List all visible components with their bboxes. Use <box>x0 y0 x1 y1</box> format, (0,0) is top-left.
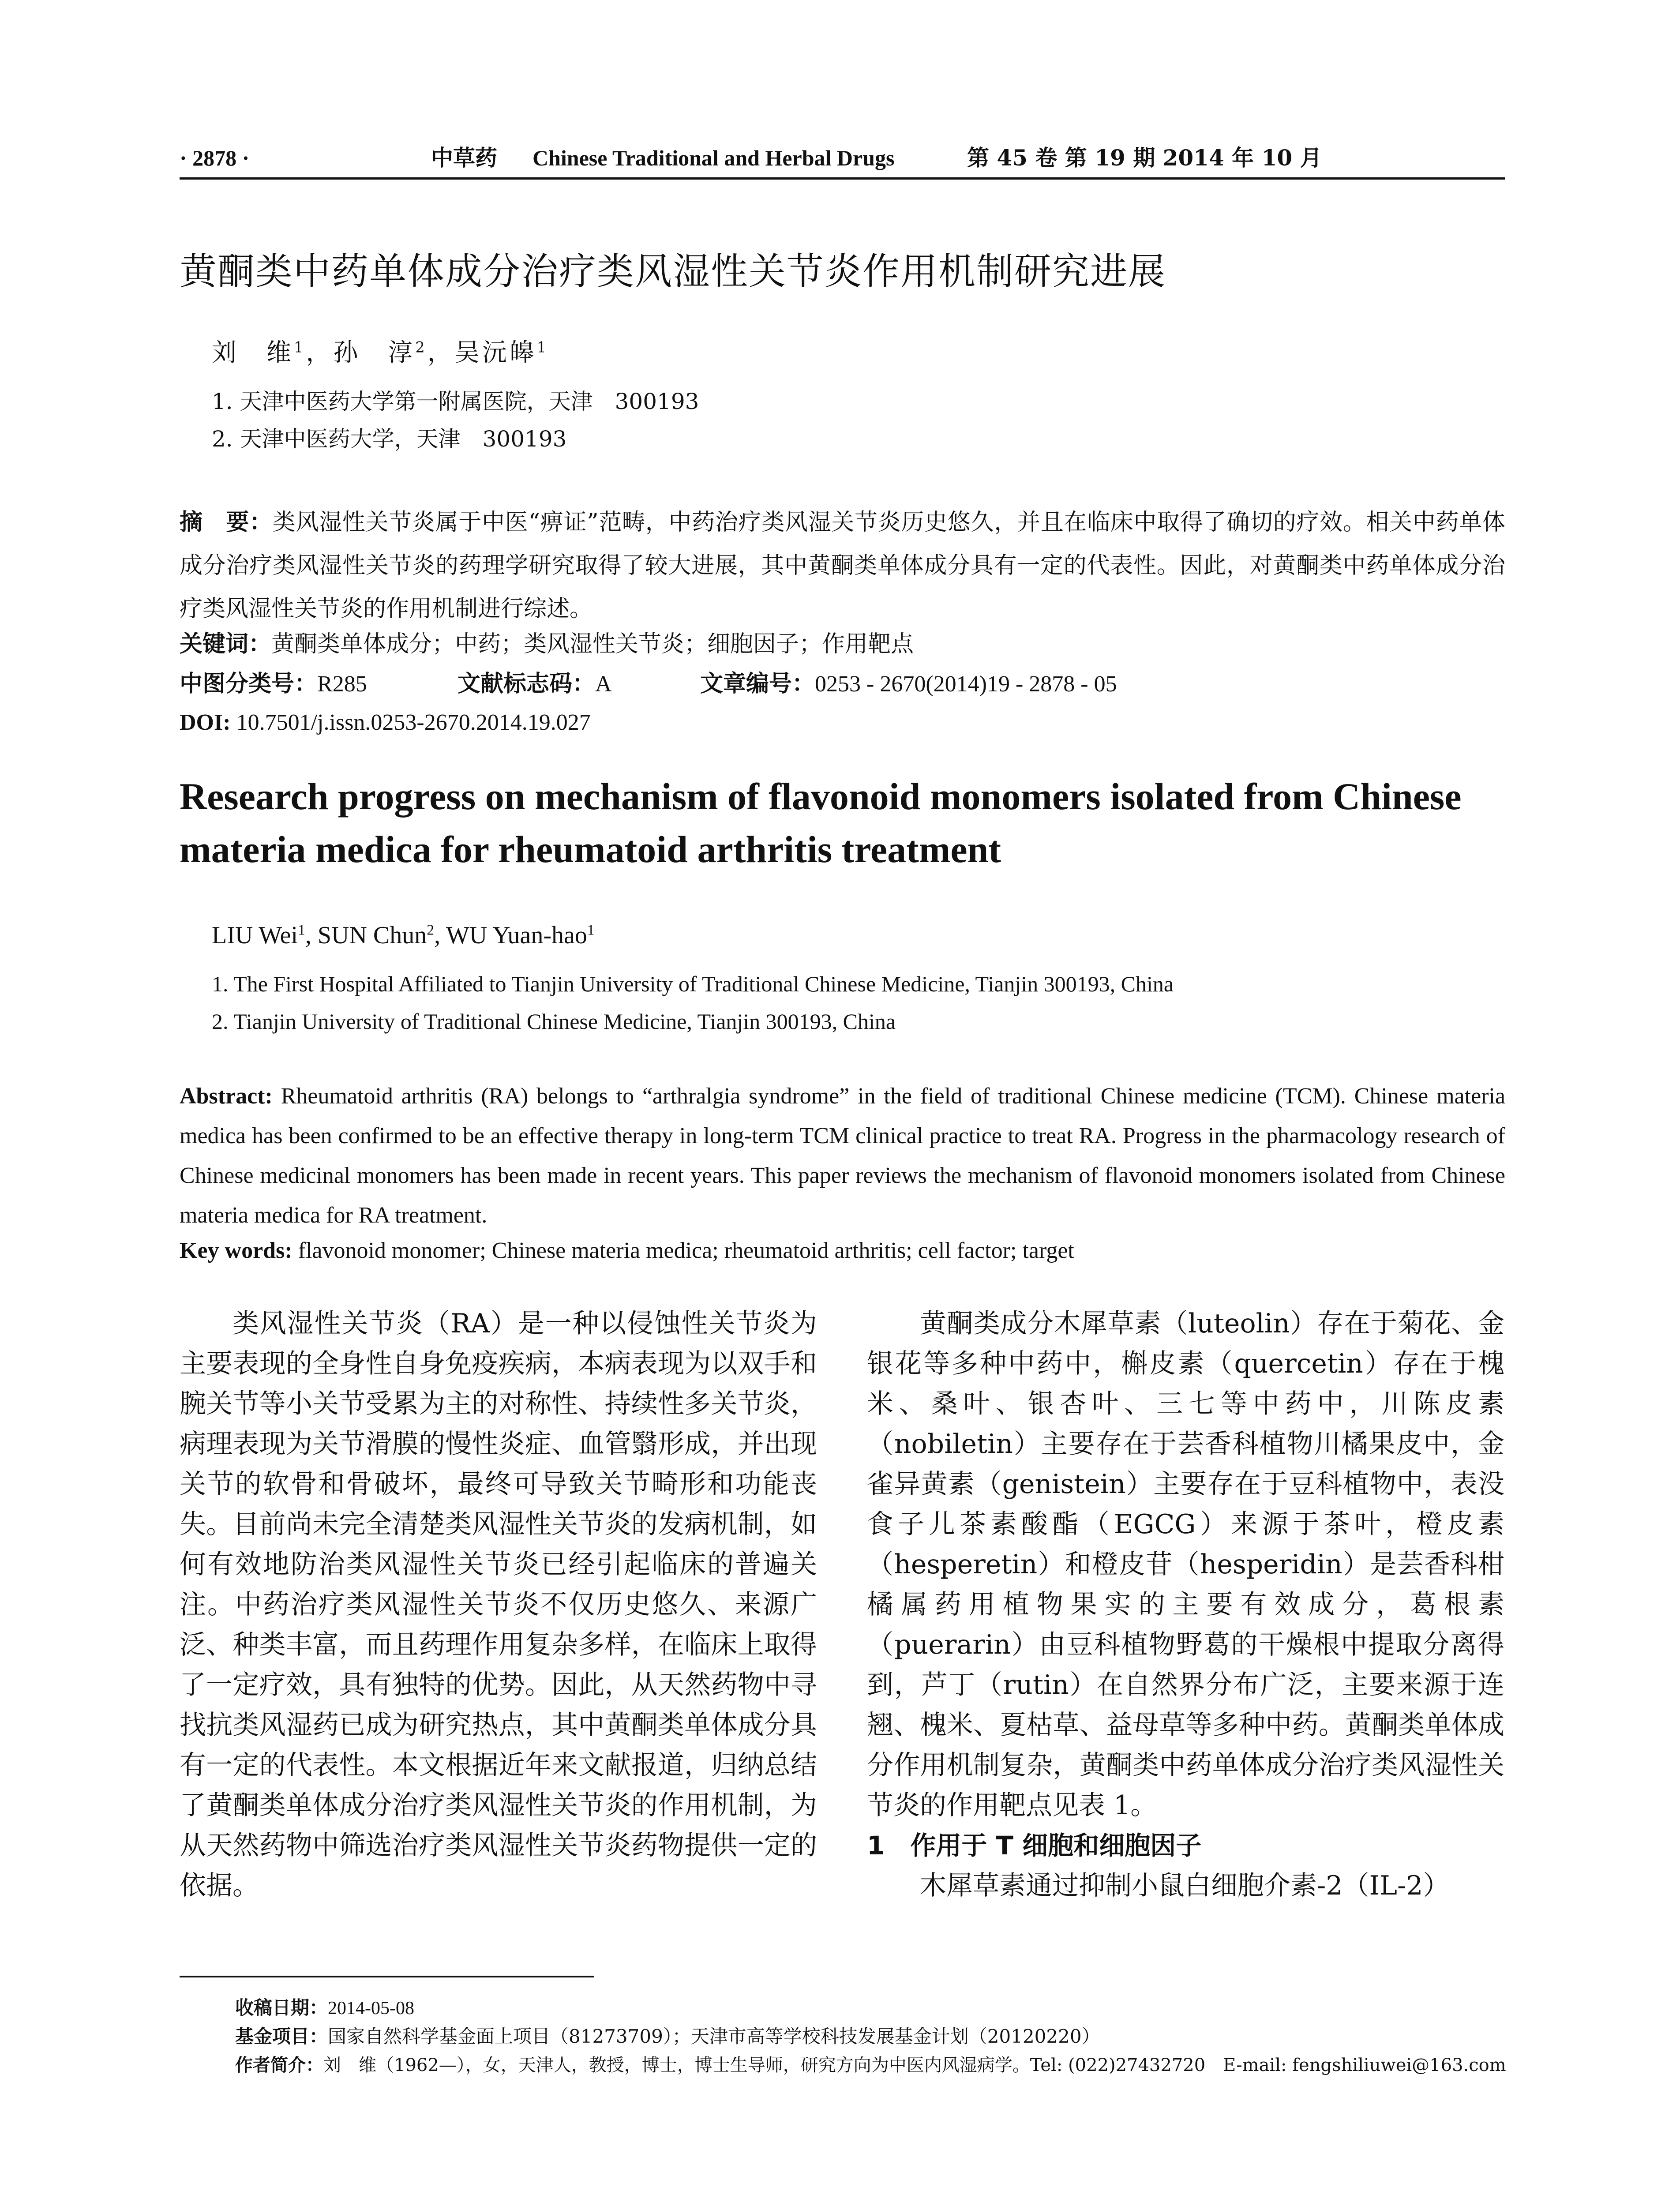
footnote-value: 刘 维（1962—），女，天津人，教授，博士，博士生导师，研究方向为中医内风湿病学。Tel: (022)27432720 E-mail: fengshiliuwei@163.com <box>323 2055 1506 2075</box>
author-name: SUN Chun <box>317 922 427 949</box>
body-column-left <box>180 1304 817 1906</box>
author-name: 吴沅皞 <box>454 338 537 367</box>
issue-info: 第 45 卷 第 19 期 2014 年 10 月 <box>967 145 1322 171</box>
classification-line <box>180 664 1503 704</box>
body-paragraph: 类风湿性关节炎（RA）是一种以侵蚀性关节炎为主要表现的全身性自身免疫疾病，本病表现为以双手和腕关节等小关节受累为主的对称性、持续性多关节炎，病理表现为关节滑膜的慢性炎症、血管翳形成，并出现关节的软骨和骨破坏，最终可导致关节畸形和功能丧失。目前尚未完全清楚类风湿性关节炎的发病机制，如何有效地防治类风湿性关节炎已经引起临床的普遍关注。中药治疗类风湿性关节炎不仅历史悠久、来源广泛、种类丰富，而且药理作用复杂多样，在临床上取得了一定疗效，具有独特的优势。因此，从天然药物中寻找抗类风湿药已成为研究热点，其中黄酮类单体成分具有一定的代表性。本文根据近年来文献报道，归纳总结了黄酮类单体成分治疗类风湿性关节炎的作用机制，为从天然药物中筛选治疗类风湿性关节炎药物提供一定的依据。 <box>180 1308 817 1901</box>
header-rule <box>180 177 1505 180</box>
abstract-label-cn: 摘 要： <box>180 509 273 536</box>
footnote-rule <box>180 1976 594 1977</box>
abstract-label-en: Abstract: <box>180 1084 273 1109</box>
doc-code <box>458 664 612 704</box>
keywords-text-cn: 黄酮类单体成分；中药；类风湿性关节炎；细胞因子；作用靶点 <box>271 631 914 657</box>
affiliation-en: 2. Tianjin University of Traditional Chinese Medicine, Tianjin 300193, China <box>212 1009 896 1034</box>
author-affiliation-mark: 1 <box>536 338 549 356</box>
abstract-text-en: Rheumatoid arthritis (RA) belongs to “arthralgia syndrome” in the field of traditional Chinese medicine (TCM). Chinese materia medica has been confirmed to be an effective therapy in long-term TCM clinical practice to treat RA. Progress in the pharmacology research of Chinese medicinal monomers has been made in recent years. This paper reviews the mechanism of flavonoid monomers isolated from Chinese materia medica for RA treatment. <box>180 1084 1505 1228</box>
doc-code-label: 文献标志码： <box>458 671 596 697</box>
footnote-value: 2014-05-08 <box>328 1998 414 2018</box>
article-title-cn: 黄酮类中药单体成分治疗类风湿性关节炎作用机制研究进展 <box>180 250 1166 293</box>
keywords-label-en: Key words: <box>180 1238 292 1263</box>
author-affiliation-mark: 1 <box>294 338 306 356</box>
affiliation-cn: 2. 天津中医药大学，天津 300193 <box>212 426 567 452</box>
author-name: 刘 维 <box>212 338 294 367</box>
authors-cn <box>212 335 549 371</box>
affiliation-en: 1. The First Hospital Affiliated to Tianjin University of Traditional Chinese Medicine, Tianjin 300193, China <box>212 972 1174 996</box>
section-heading: 1 作用于 T 细胞和细胞因子 <box>867 1831 1202 1861</box>
keywords-cn <box>180 624 914 664</box>
author-separator: ， <box>306 338 334 367</box>
footnote-author <box>235 2052 1506 2079</box>
keywords-label-cn: 关键词： <box>180 631 272 657</box>
authors-en: LIU Wei$^1$, SUN Chun$^2$, WU Yuan-hao$^1$ <box>212 922 595 949</box>
author-affiliation-mark: 2 <box>415 338 428 356</box>
doi-label: DOI: <box>180 710 231 735</box>
keywords-text-en: flavonoid monomer; Chinese materia medica; rheumatoid arthritis; cell factor; target <box>298 1238 1074 1263</box>
footnote-received <box>235 1994 414 2022</box>
author-affiliation-mark: 1 <box>298 922 305 938</box>
affiliation-cn: 1. 天津中医药大学第一附属医院，天津 300193 <box>212 389 699 414</box>
article-number-label: 文章编号： <box>700 671 815 697</box>
author-name: 孙 淳 <box>333 338 416 367</box>
page-number: · 2878 · <box>180 146 250 170</box>
abstract-text-cn: 类风湿性关节炎属于中医“痹证”范畴，中药治疗类风湿关节炎历史悠久，并且在临床中取得了确切的疗效。相关中药单体成分治疗类风湿性关节炎的药理学研究取得了较大进展，其中黄酮类单体成分具有一定的代表性。因此，对黄酮类中药单体成分治疗类风湿性关节炎的作用机制进行综述。 <box>180 509 1505 622</box>
footnote-fund <box>235 2023 1100 2050</box>
journal-name-en: Chinese Traditional and Herbal Drugs <box>532 146 895 170</box>
doi-line <box>180 703 591 743</box>
clc-label: 中图分类号： <box>180 671 318 697</box>
author-affiliation-mark: 2 <box>427 922 435 938</box>
doi-value[interactable]: 10.7501/j.issn.0253-2670.2014.19.027 <box>236 710 591 735</box>
author-separator: ， <box>427 338 455 367</box>
article-number <box>700 664 1117 704</box>
footnote-label: 基金项目： <box>235 2026 328 2047</box>
body-paragraph: 黄酮类成分木犀草素（luteolin）存在于菊花、金银花等多种中药中，槲皮素（quercetin）存在于槐米、桑叶、银杏叶、三七等中药中，川陈皮素（nobiletin）主要存在于芸香科植物川橘果皮中，金雀异黄素（genistein）主要存在于豆科植物中，表没食子儿茶素酸酯（EGCG）来源于茶叶，橙皮素（hesperetin）和橙皮苷（hesperidin）是芸香科柑橘属药用植物果实的主要有效成分，葛根素（puerarin）由豆科植物野葛的干燥根中提取分离得到，芦丁（rutin）在自然界分布广泛，主要来源于连翘、槐米、夏枯草、益母草等多种中药。黄酮类单体成分作用机制复杂，黄酮类中药单体成分治疗类风湿性关节炎的作用靶点见表 1。 <box>867 1308 1504 1821</box>
footnote-label: 收稿日期： <box>235 1997 328 2018</box>
footnote-value: 国家自然科学基金面上项目（81273709）；天津市高等学校科技发展基金计划（20120220） <box>328 2026 1100 2047</box>
running-header <box>180 140 1503 176</box>
article-title-en: Research progress on mechanism of flavonoid monomers isolated from Chinese materia medica for rheumatoid arthritis treatment <box>180 775 1462 870</box>
keywords-en <box>180 1231 1505 1271</box>
article-number-value: 0253 - 2670(2014)19 - 2878 - 05 <box>815 672 1117 697</box>
abstract-en <box>180 1077 1505 1235</box>
author-name: LIU Wei <box>212 922 298 949</box>
body-column-right <box>867 1304 1504 1906</box>
footnote-label: 作者简介： <box>235 2055 323 2075</box>
abstract-cn <box>180 501 1505 630</box>
clc-value: R285 <box>317 672 367 697</box>
body-paragraph: 木犀草素通过抑制小鼠白细胞介素-2（IL-2） <box>920 1870 1450 1901</box>
doc-code-value: A <box>595 672 612 697</box>
author-name: WU Yuan-hao <box>446 922 587 949</box>
author-affiliation-mark: 1 <box>587 922 595 938</box>
journal-name-cn: 中草药 <box>431 145 497 171</box>
